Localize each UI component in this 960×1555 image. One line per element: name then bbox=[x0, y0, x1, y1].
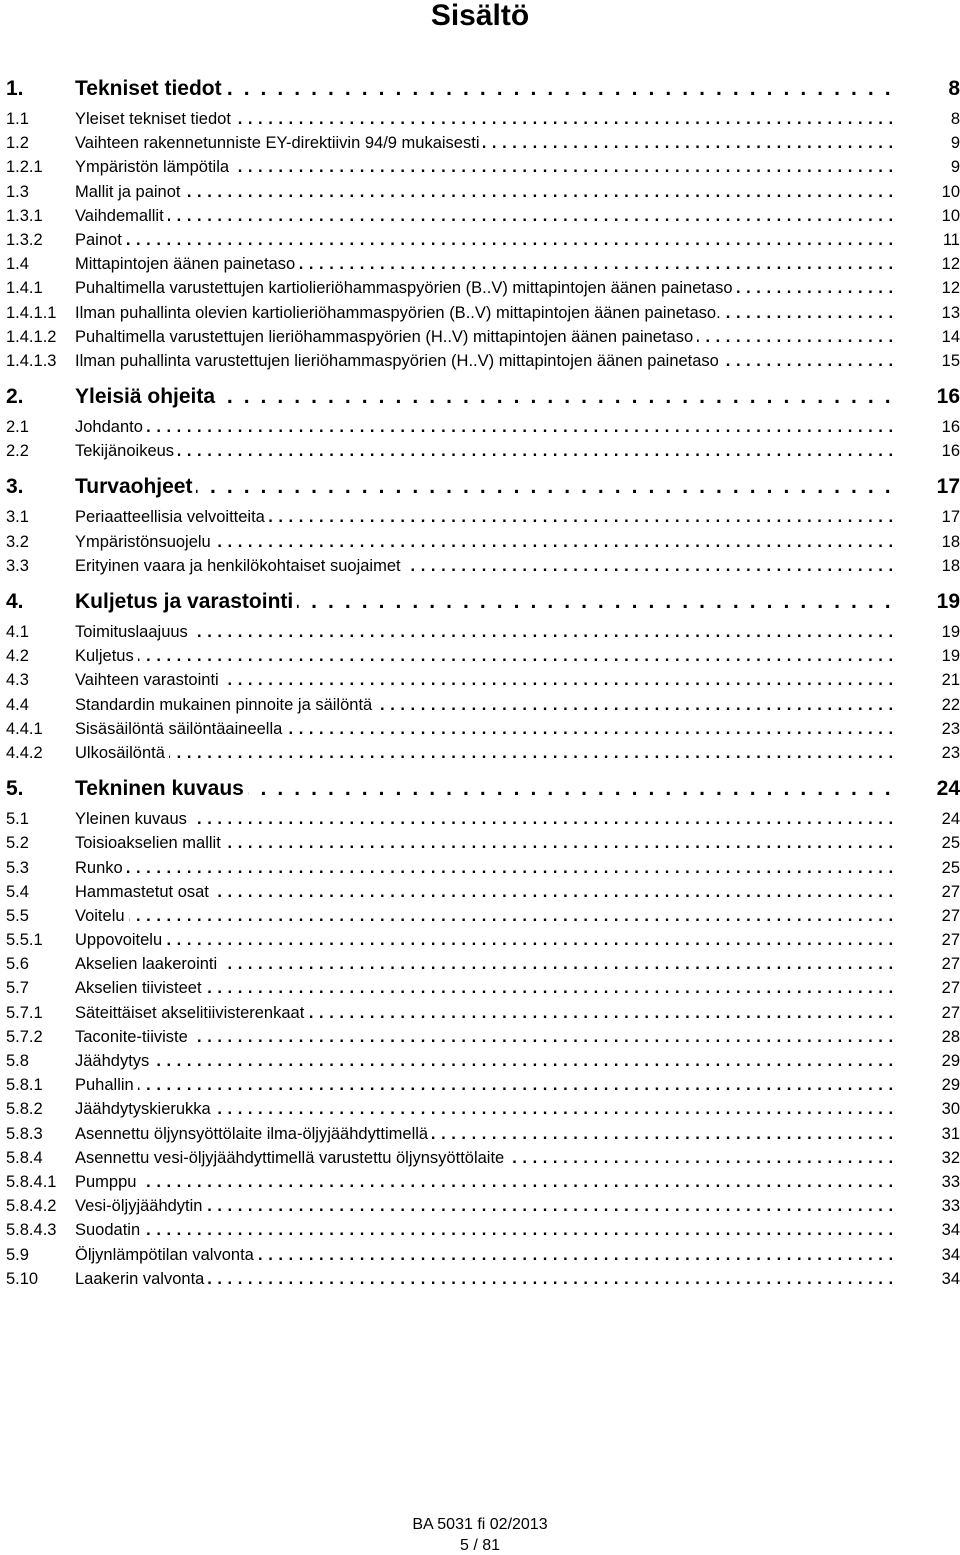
toc-entry[interactable] bbox=[6, 276, 960, 300]
toc-entry-number: 5.8 bbox=[6, 1052, 29, 1070]
toc-entry-title: Asennettu öljynsyöttölaite ilma-öljyjäähdyttimellä bbox=[75, 1125, 432, 1143]
page-indicator: 5 / 81 bbox=[459, 1537, 501, 1554]
toc-entry-title: Toimituslaajuus bbox=[75, 623, 192, 641]
toc-entry-leader bbox=[75, 1194, 896, 1218]
toc-entry-number: 1.4 bbox=[6, 255, 29, 274]
toc-entry[interactable] bbox=[6, 349, 960, 373]
toc-entry-number: 1.3.1 bbox=[6, 206, 43, 225]
toc-entry-page: 9 bbox=[950, 158, 960, 177]
toc-entry-leader bbox=[75, 831, 896, 855]
toc-entry[interactable] bbox=[6, 1049, 960, 1073]
toc-entry[interactable] bbox=[6, 530, 960, 554]
toc-entry-number: 5.8.4.2 bbox=[6, 1197, 57, 1216]
toc-entry-number: 5.7.2 bbox=[6, 1027, 43, 1046]
toc-entry[interactable] bbox=[6, 976, 960, 1000]
toc-entry-leader bbox=[75, 774, 896, 804]
toc-entry[interactable] bbox=[6, 1194, 960, 1218]
toc-entry-title: Ilman puhallinta varustettujen lieriöhammaspyörien (H..V) mittapintojen äänen painetaso bbox=[75, 352, 723, 370]
toc-entry-leader bbox=[75, 131, 896, 155]
toc-entry[interactable] bbox=[6, 107, 960, 131]
toc-entry[interactable] bbox=[6, 831, 960, 855]
toc-entry[interactable] bbox=[6, 717, 960, 741]
toc-entry-leader bbox=[75, 74, 896, 104]
toc-entry[interactable] bbox=[6, 131, 960, 155]
toc-entry[interactable] bbox=[6, 439, 960, 463]
toc-entry-number: 4. bbox=[6, 590, 24, 613]
toc-entry-title: Öljynlämpötilan valvonta bbox=[75, 1246, 258, 1264]
toc-entry-page: 34 bbox=[941, 1269, 960, 1288]
toc-entry-number: 5.8.3 bbox=[6, 1124, 43, 1143]
document-id: BA 5031 fi 02/2013 bbox=[412, 1516, 548, 1533]
toc-entry-title: Asennettu vesi-öljyjäähdyttimellä varustettu öljynsyöttölaite bbox=[75, 1149, 508, 1167]
toc-entry-leader bbox=[75, 1001, 896, 1025]
toc-entry-page: 19 bbox=[941, 623, 960, 641]
toc-entry-leader bbox=[75, 904, 896, 928]
toc-entry-leader bbox=[75, 276, 896, 300]
toc-chapter-entry[interactable] bbox=[6, 382, 960, 415]
toc-entry-title: Ympäristönsuojelu bbox=[75, 533, 215, 551]
toc-entry[interactable] bbox=[6, 228, 960, 252]
toc-entry-page: 13 bbox=[941, 303, 960, 322]
toc-entry-number: 5.10 bbox=[6, 1269, 39, 1288]
toc-entry-leader bbox=[75, 180, 896, 204]
toc-chapter-entry[interactable] bbox=[6, 472, 960, 505]
toc-entry-title: Laakerin valvonta bbox=[75, 1270, 208, 1288]
toc-entry-leader bbox=[75, 620, 896, 644]
toc-entry[interactable] bbox=[6, 807, 960, 831]
toc-entry-number: 3.2 bbox=[6, 532, 29, 551]
toc-entry-leader bbox=[75, 107, 896, 131]
toc-entry-title: Puhaltimella varustettujen kartiolieriöhammaspyörien (B..V) mittapintojen äänen painetaso bbox=[75, 279, 737, 297]
toc-entry[interactable] bbox=[6, 620, 960, 644]
toc-entry-number: 1.3 bbox=[6, 182, 29, 201]
toc-entry-number: 5.8.4.3 bbox=[6, 1221, 57, 1240]
toc-entry-leader bbox=[75, 644, 896, 668]
toc-entry-page: 8 bbox=[948, 77, 960, 100]
toc-entry-title: Vaihteen varastointi bbox=[75, 671, 223, 689]
toc-entry-number: 4.4.2 bbox=[6, 743, 43, 762]
toc-entry-title: Akselien laakerointi bbox=[75, 955, 221, 973]
toc-entry-leader bbox=[75, 1122, 896, 1146]
toc-entry-page: 32 bbox=[941, 1148, 960, 1167]
toc-entry-page: 17 bbox=[936, 475, 960, 499]
toc-entry-title: Säteittäiset akselitiivisterenkaat bbox=[75, 1004, 308, 1022]
toc-entry[interactable] bbox=[6, 856, 960, 880]
toc-entry-page: 30 bbox=[941, 1100, 960, 1119]
toc-entry-page: 34 bbox=[941, 1245, 960, 1264]
toc-entry-title: Voitelu bbox=[75, 907, 129, 925]
toc-entry-title: Puhaltimella varustettujen lieriöhammaspyörien (H..V) mittapintojen äänen painetaso bbox=[75, 328, 697, 346]
toc-entry-page: 10 bbox=[941, 206, 960, 225]
toc-entry-leader bbox=[75, 530, 896, 554]
toc-entry-page: 10 bbox=[941, 182, 960, 201]
toc-entry[interactable] bbox=[6, 880, 960, 904]
toc-entry-number: 5.1 bbox=[6, 810, 29, 829]
toc-entry-page: 23 bbox=[941, 719, 960, 738]
toc-entry-number: 1.4.1 bbox=[6, 279, 43, 298]
toc-entry-leader bbox=[75, 382, 896, 412]
toc-entry-leader bbox=[75, 228, 896, 252]
toc-entry-title: Vesi-öljyjäähdytin bbox=[75, 1197, 207, 1215]
toc-entry-leader bbox=[75, 668, 896, 692]
toc-entry-number: 5.8.1 bbox=[6, 1076, 43, 1095]
toc-entry-page: 22 bbox=[941, 695, 960, 714]
toc-entry-number: 2. bbox=[6, 385, 24, 409]
toc-entry-title: Vaihteen rakennetunniste EY-direktiivin 94/9 mukaisesti bbox=[75, 134, 483, 152]
toc-entry-title: Johdanto bbox=[75, 418, 147, 436]
toc-entry-page: 9 bbox=[950, 134, 960, 153]
toc-entry-number: 1.2.1 bbox=[6, 158, 43, 177]
toc-entry-leader bbox=[75, 155, 896, 179]
toc-entry-title: Jäähdytyskierukka bbox=[75, 1100, 215, 1118]
toc-entry-number: 5.2 bbox=[6, 834, 29, 853]
toc-entry-number: 1.3.2 bbox=[6, 230, 43, 249]
toc-entry-page: 16 bbox=[941, 442, 960, 461]
toc-entry-title: Hammastetut osat bbox=[75, 883, 213, 901]
toc-entry-leader bbox=[75, 349, 896, 373]
toc-entry-title: Mallit ja painot bbox=[75, 183, 184, 201]
toc-entry-title: Yleiset tekniset tiedot bbox=[75, 110, 235, 128]
toc-entry-number: 3. bbox=[6, 475, 24, 499]
toc-entry-leader bbox=[75, 1243, 896, 1267]
toc-entry-page: 25 bbox=[941, 858, 960, 877]
toc-entry-page: 27 bbox=[941, 906, 960, 925]
toc-entry-title: Kuljetus bbox=[75, 647, 138, 665]
toc-entry-number: 5.8.4 bbox=[6, 1148, 43, 1167]
toc-entry-number: 5.8.4.1 bbox=[6, 1172, 57, 1191]
toc-entry-title: Tekijänoikeus bbox=[75, 442, 178, 460]
toc-entry-page: 24 bbox=[936, 777, 960, 801]
toc-entry-number: 1.2 bbox=[6, 134, 29, 153]
toc-entry-page: 16 bbox=[936, 385, 960, 409]
toc-entry-title: Mittapintojen äänen painetaso bbox=[75, 255, 299, 273]
toc-entry-leader bbox=[75, 741, 896, 765]
table-of-contents bbox=[6, 74, 960, 1291]
toc-entry-title: Ilman puhallinta olevien kartiolieriöhammaspyörien (B..V) mittapintojen äänen painetaso. bbox=[75, 304, 725, 322]
toc-entry[interactable] bbox=[6, 554, 960, 578]
toc-entry-leader bbox=[75, 1049, 896, 1073]
toc-entry[interactable] bbox=[6, 301, 960, 325]
toc-entry[interactable] bbox=[6, 644, 960, 668]
toc-entry-leader bbox=[75, 880, 896, 904]
toc-entry-leader bbox=[75, 807, 896, 831]
toc-entry-number: 3.1 bbox=[6, 508, 29, 527]
toc-entry[interactable] bbox=[6, 1001, 960, 1025]
toc-entry[interactable] bbox=[6, 1170, 960, 1194]
toc-entry-page: 19 bbox=[941, 647, 960, 666]
toc-entry-page: 29 bbox=[941, 1052, 960, 1070]
toc-entry-number: 4.4 bbox=[6, 695, 29, 714]
toc-entry-leader bbox=[75, 415, 896, 439]
toc-entry-page: 18 bbox=[941, 532, 960, 551]
toc-entry-title: Toisioakselien mallit bbox=[75, 834, 225, 852]
toc-entry-page: 24 bbox=[941, 810, 960, 829]
toc-chapter-entry[interactable] bbox=[6, 74, 960, 107]
toc-entry-leader bbox=[75, 301, 896, 325]
toc-entry[interactable] bbox=[6, 180, 960, 204]
toc-entry-page: 17 bbox=[941, 508, 960, 527]
toc-entry-page: 33 bbox=[941, 1172, 960, 1191]
toc-entry-number: 4.1 bbox=[6, 623, 29, 641]
toc-entry[interactable] bbox=[6, 952, 960, 976]
toc-entry-number: 1.4.1.2 bbox=[6, 327, 57, 346]
toc-entry-leader bbox=[75, 1218, 896, 1242]
toc-entry-number: 1. bbox=[6, 77, 24, 100]
toc-entry-page: 12 bbox=[941, 255, 960, 274]
toc-entry[interactable] bbox=[6, 693, 960, 717]
toc-entry[interactable] bbox=[6, 904, 960, 928]
toc-entry-title: Taconite-tiiviste bbox=[75, 1028, 192, 1046]
toc-entry[interactable] bbox=[6, 252, 960, 276]
toc-entry-number: 5.5 bbox=[6, 906, 29, 925]
toc-entry[interactable] bbox=[6, 741, 960, 765]
toc-entry-title: Yleinen kuvaus bbox=[75, 810, 191, 828]
toc-entry[interactable] bbox=[6, 415, 960, 439]
toc-entry-title: Ulkosäilöntä bbox=[75, 744, 169, 762]
toc-entry-title: Puhallin bbox=[75, 1076, 138, 1094]
toc-entry-title: Runko bbox=[75, 859, 127, 877]
toc-entry-title: Tekniset tiedot bbox=[75, 77, 226, 100]
toc-entry-number: 5.9 bbox=[6, 1245, 29, 1264]
toc-entry-page: 27 bbox=[941, 955, 960, 974]
toc-entry-number: 4.2 bbox=[6, 647, 29, 666]
toc-entry[interactable] bbox=[6, 155, 960, 179]
toc-entry-leader bbox=[75, 587, 896, 617]
toc-entry-title: Pumppu bbox=[75, 1173, 140, 1191]
toc-entry-leader bbox=[75, 693, 896, 717]
toc-entry-leader bbox=[75, 505, 896, 529]
toc-entry-number: 1.1 bbox=[6, 110, 29, 128]
toc-entry-leader bbox=[75, 952, 896, 976]
toc-entry-number: 4.4.1 bbox=[6, 719, 43, 738]
toc-entry-page: 34 bbox=[941, 1221, 960, 1240]
toc-chapter-entry[interactable] bbox=[6, 774, 960, 807]
toc-entry-page: 11 bbox=[942, 230, 960, 249]
toc-entry-page: 23 bbox=[941, 743, 960, 762]
toc-entry-page: 12 bbox=[941, 279, 960, 298]
toc-entry-number: 5.7 bbox=[6, 979, 29, 998]
toc-entry-title: Ympäristön lämpötila bbox=[75, 158, 233, 176]
toc-entry[interactable] bbox=[6, 668, 960, 692]
toc-entry-number: 2.2 bbox=[6, 442, 29, 461]
toc-entry-title: Jäähdytys bbox=[75, 1052, 153, 1070]
toc-entry-title: Vaihdemallit bbox=[75, 207, 168, 225]
toc-entry-title: Uppovoitelu bbox=[75, 931, 166, 949]
toc-entry-page: 16 bbox=[941, 418, 960, 437]
toc-entry-title: Tekninen kuvaus bbox=[75, 777, 248, 800]
toc-entry-number: 5.7.1 bbox=[6, 1003, 43, 1022]
toc-entry-page: 14 bbox=[941, 327, 960, 346]
toc-entry-number: 5.5.1 bbox=[6, 931, 43, 950]
toc-entry-page: 19 bbox=[936, 590, 960, 613]
toc-entry-leader bbox=[75, 252, 896, 276]
toc-entry-title: Akselien tiivisteet bbox=[75, 979, 206, 997]
toc-entry-leader bbox=[75, 976, 896, 1000]
toc-entry[interactable] bbox=[6, 928, 960, 952]
toc-entry-page: 15 bbox=[941, 351, 960, 370]
toc-entry-leader bbox=[75, 554, 896, 578]
toc-entry[interactable] bbox=[6, 204, 960, 228]
toc-entry-number: 5.6 bbox=[6, 955, 29, 974]
toc-entry-page: 28 bbox=[941, 1027, 960, 1046]
toc-entry-number: 5.8.2 bbox=[6, 1100, 43, 1119]
toc-entry-page: 25 bbox=[941, 834, 960, 853]
toc-entry-page: 33 bbox=[941, 1197, 960, 1216]
toc-entry-leader bbox=[75, 472, 896, 502]
toc-entry-number: 4.3 bbox=[6, 671, 29, 690]
toc-entry-leader bbox=[75, 439, 896, 463]
toc-entry-number: 5.4 bbox=[6, 882, 29, 901]
toc-entry-title: Painot bbox=[75, 231, 126, 249]
toc-entry-number: 1.4.1.1 bbox=[6, 303, 57, 322]
toc-entry-title: Standardin mukainen pinnoite ja säilöntä bbox=[75, 696, 376, 714]
toc-entry[interactable] bbox=[6, 1097, 960, 1121]
toc-entry-title: Turvaohjeet bbox=[75, 475, 196, 498]
toc-entry-title: Sisäsäilöntä säilöntäaineella bbox=[75, 720, 286, 738]
toc-entry-page: 27 bbox=[941, 882, 960, 901]
toc-entry-page: 31 bbox=[941, 1124, 960, 1143]
toc-entry-title: Suodatin bbox=[75, 1221, 144, 1239]
toc-entry-leader bbox=[75, 1097, 896, 1121]
toc-entry[interactable] bbox=[6, 1218, 960, 1242]
toc-entry-page: 21 bbox=[941, 671, 960, 690]
toc-entry-page: 27 bbox=[941, 979, 960, 998]
toc-entry[interactable] bbox=[6, 325, 960, 349]
toc-entry[interactable] bbox=[6, 1146, 960, 1170]
toc-entry-number: 3.3 bbox=[6, 556, 29, 575]
toc-entry-leader bbox=[75, 325, 896, 349]
toc-entry-page: 27 bbox=[941, 1003, 960, 1022]
toc-entry-number: 2.1 bbox=[6, 418, 29, 437]
toc-entry-page: 18 bbox=[941, 556, 960, 575]
toc-entry[interactable] bbox=[6, 1025, 960, 1049]
toc-entry-number: 5. bbox=[6, 777, 24, 801]
toc-entry[interactable] bbox=[6, 1122, 960, 1146]
toc-entry-title: Periaatteellisia velvoitteita bbox=[75, 508, 269, 526]
page-title: Sisältö bbox=[430, 0, 530, 32]
toc-entry-leader bbox=[75, 204, 896, 228]
toc-chapter-entry[interactable] bbox=[6, 587, 960, 620]
toc-entry-leader bbox=[75, 856, 896, 880]
toc-entry-number: 1.4.1.3 bbox=[6, 351, 57, 370]
toc-entry[interactable] bbox=[6, 1073, 960, 1097]
toc-entry-leader bbox=[75, 1146, 896, 1170]
toc-entry-leader bbox=[75, 1073, 896, 1097]
toc-entry-title: Yleisiä ohjeita bbox=[75, 385, 219, 408]
toc-entry-leader bbox=[75, 717, 896, 741]
toc-entry[interactable] bbox=[6, 1267, 960, 1291]
toc-entry-leader bbox=[75, 928, 896, 952]
toc-entry-page: 27 bbox=[941, 931, 960, 950]
toc-entry-title: Kuljetus ja varastointi bbox=[75, 590, 297, 613]
toc-entry-leader bbox=[75, 1025, 896, 1049]
toc-entry[interactable] bbox=[6, 1243, 960, 1267]
toc-entry-title: Erityinen vaara ja henkilökohtaiset suojaimet bbox=[75, 557, 405, 575]
toc-entry[interactable] bbox=[6, 505, 960, 529]
toc-entry-leader bbox=[75, 1170, 896, 1194]
toc-entry-number: 5.3 bbox=[6, 858, 29, 877]
toc-entry-leader bbox=[75, 1267, 896, 1291]
toc-entry-page: 8 bbox=[950, 110, 960, 128]
toc-entry-page: 29 bbox=[941, 1076, 960, 1095]
